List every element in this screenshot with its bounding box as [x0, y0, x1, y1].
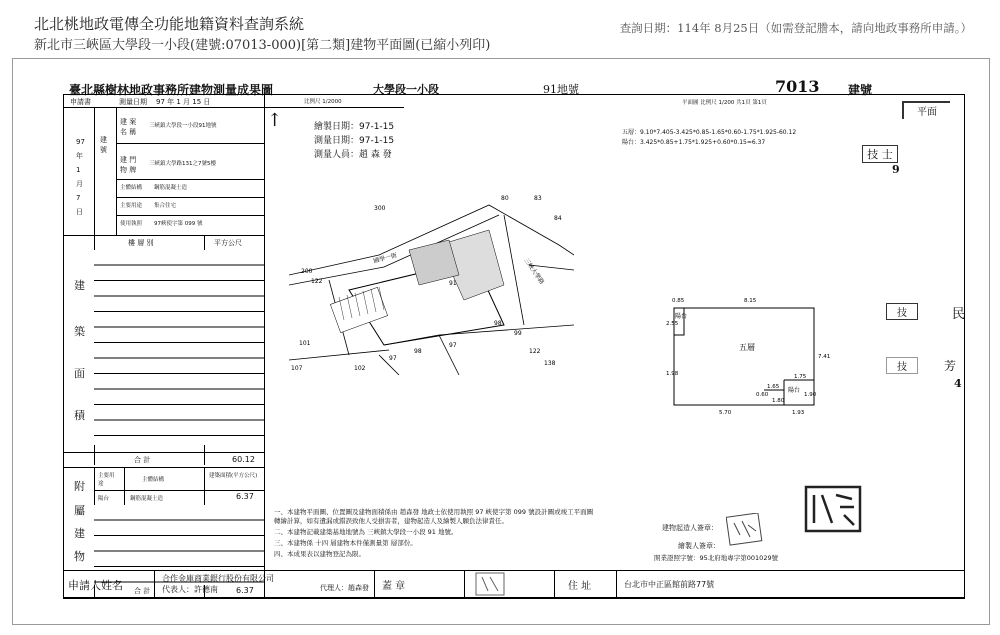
agent-seal-icon — [472, 571, 512, 597]
door-address: 三峽鎮大學路131之7號5樓 — [149, 161, 216, 167]
draw-date: 繪製日期：97-1-15 — [314, 122, 395, 132]
query-date: 查詢日期：114年 8月25日（如需登記謄本，請向地政事務所申請。） — [619, 21, 972, 35]
page-title: 北北桃地政電傳全功能地籍資料查詢系統 — [34, 15, 305, 33]
lot-98a: 98 — [414, 348, 422, 355]
note-4: 四、本成果表以建物登記為限。 — [274, 550, 365, 558]
section-name: 大學段一小段 — [373, 83, 439, 96]
lot-122b: 122 — [529, 348, 541, 355]
dim-1-98: 1.98 — [666, 371, 679, 377]
lane-name: 國學一街 — [372, 251, 398, 265]
door-label: 建 門 物 牌 — [120, 156, 137, 174]
area-total-label: 合 計 — [134, 456, 151, 464]
label-attach-1: 附 — [74, 480, 85, 493]
attach-struct-label: 主體結構 — [142, 477, 165, 483]
dim-5-70: 5.70 — [719, 410, 732, 416]
measure-date: 97 年 1 月 15 日 — [156, 98, 211, 106]
label-build-2: 築 — [74, 325, 85, 338]
year-column: 97 年 1 月 7 日 — [76, 138, 85, 216]
tech-number: 9 — [892, 163, 900, 176]
floor-plan — [664, 290, 834, 420]
note-1b: 轉繪計算，如有遺漏或錯誤致他人受損害者，建物起造人及繪製人願負法律責任。 — [274, 517, 508, 525]
lot-99: 99 — [514, 330, 522, 337]
page-subtitle: 新北市三峽區大學段一小段(建號:07013-000)[第二類]建物平面圖(已縮小列印) — [34, 38, 491, 53]
lot-97b: 97 — [449, 342, 457, 349]
plan-scale-header: 平面圖 比例尺 1/200 共1頁 第1頁 — [682, 100, 767, 106]
dim-8-15: 8.15 — [744, 298, 757, 304]
balcony-struct: 鋼筋混凝土造 — [130, 496, 164, 502]
lot-102: 102 — [354, 365, 366, 372]
lot-97a: 97 — [389, 355, 397, 362]
attach-total: 6.37 — [236, 586, 254, 595]
owner-sign-label: 建物起造人簽章： — [662, 524, 718, 532]
lot-83: 83 — [534, 195, 542, 202]
dim-0-60: 0.60 — [756, 392, 769, 398]
applicant-label: 申請人姓名 — [68, 579, 123, 592]
applicant-name: 合作金庫商業銀行股份有限公司 — [162, 574, 274, 583]
corner-stamp: 平面 — [902, 101, 950, 119]
lot-91: 91 — [449, 280, 457, 287]
lot-122a: 122 — [311, 278, 323, 285]
dim-1-75: 1.75 — [794, 374, 807, 380]
note-3: 三、本建物係 十四 層建物本件僅測量第 層部份。 — [274, 539, 417, 547]
lot-107: 107 — [291, 365, 303, 372]
location-map — [289, 185, 574, 375]
north-arrow-icon: ↑ — [267, 110, 283, 131]
drawer-sign-label: 繪製人簽章： — [678, 542, 720, 550]
right-mark-1: 民 — [952, 307, 966, 322]
measure-date-label: 測量日期 — [119, 98, 147, 106]
dim-7-41: 7.41 — [818, 354, 831, 360]
lot-300: 300 — [374, 205, 386, 212]
lot-101: 101 — [299, 340, 311, 347]
attach-total-label: 合 計 — [134, 587, 151, 595]
builder-name-label: 建 案 名 稱 — [120, 118, 137, 136]
official-seal-icon — [804, 485, 862, 533]
builder-name: 三峽鎮大學段一小段91地號 — [149, 123, 217, 129]
dim-1-93: 1.93 — [792, 410, 805, 416]
dim-1-80: 1.80 — [772, 398, 785, 404]
label-build: 建 — [74, 279, 85, 292]
area-formula-floor: 五層：9.10*7.405-3.425*0.85-1.65*0.60-1.75*1.925-60.12 — [622, 129, 797, 136]
lot-84: 84 — [554, 215, 562, 222]
label-build-4: 積 — [74, 409, 85, 422]
lot-number: 91地號 — [543, 83, 579, 96]
balcony-label-a: 陽台 — [675, 313, 688, 320]
address-value: 台北市中正區館前路77號 — [624, 580, 715, 589]
building-number: 7013 — [775, 77, 820, 96]
label-attach-3: 建 — [74, 527, 85, 540]
survey-date: 測量日期：97-1-15 — [314, 136, 395, 146]
agent-name: 代理人：趙森發 — [320, 584, 369, 592]
lot-98b: 98 — [494, 320, 502, 327]
use-label: 主要用途 — [120, 203, 143, 209]
permit-label: 使用執照 — [120, 221, 143, 227]
label-attach-2: 屬 — [74, 504, 85, 517]
note-2: 二、本建物記載建築基地地號為 三峽鎮大學段一小段 91 地號。 — [274, 528, 458, 536]
surveyor: 測量人員：趙 森 發 — [314, 150, 392, 160]
dim-1-65: 1.65 — [767, 384, 780, 390]
right-mark-3: 4 — [954, 377, 962, 390]
floor-header: 樓 層 別 — [128, 239, 154, 247]
tech-stamp-1: 技 士 — [862, 145, 898, 163]
area-header: 平方公尺 — [214, 239, 242, 247]
signature-seal-icon — [726, 513, 764, 547]
tech-stamp-2: 技 — [886, 303, 918, 320]
area-total: 60.12 — [232, 455, 255, 464]
applicant-representative: 代表人：許德南 — [162, 585, 218, 594]
permit-value: 97峽使字第 099 號 — [154, 221, 203, 227]
label-build-3: 面 — [74, 367, 85, 380]
build-label: 建 號 — [100, 136, 107, 154]
dim-0-85: 0.85 — [672, 298, 685, 304]
address-label: 住 址 — [568, 581, 592, 592]
area-formula-balcony: 陽台：3.425*0.85+1.75*1.925+0.60*0.15=6.37 — [622, 139, 766, 146]
lot-138: 138 — [544, 360, 556, 367]
survey-frame — [63, 94, 965, 599]
note-1: 一、本建物平面圖、位置圖及建物面積係由 趙森發 地政士依使用執照 97 峽使字第 099 號設計圖或竣工平面圖 — [274, 508, 594, 516]
apply-book-label: 申請書 — [70, 98, 91, 106]
floor-label: 五層 — [739, 343, 755, 352]
dim-2-55: 2.55 — [666, 321, 679, 327]
map-scale: 比例尺 1/2000 — [304, 99, 342, 105]
structure-label: 主體結構 — [120, 185, 143, 191]
attach-use-label: 主要用途 — [98, 473, 115, 487]
applicant-row — [63, 570, 965, 598]
tech-stamp-3: 技 — [886, 357, 918, 374]
right-mark-2: 芳 — [944, 359, 957, 373]
balcony-label: 陽台 — [98, 496, 110, 502]
structure-value: 鋼筋混凝土造 — [154, 185, 188, 191]
lot-80: 80 — [501, 195, 509, 202]
road-name: 三峽大學路 — [522, 257, 546, 286]
lot-200: 200 — [301, 268, 313, 275]
license-number: 開業證照字號：95北府地專字第001029號 — [654, 554, 779, 562]
balcony-label-b: 陽台 — [788, 387, 801, 394]
building-word: 建號 — [848, 83, 873, 97]
balcony-area: 6.37 — [236, 492, 254, 501]
office-title: 臺北縣樹林地政事務所建物測量成果圖 — [69, 83, 274, 97]
document-image — [12, 58, 990, 625]
label-attach-4: 物 — [74, 550, 85, 563]
left-panel — [64, 95, 265, 598]
seal-label: 蓋 章 — [382, 581, 406, 592]
attach-area-header: 建築面積(平方公尺) — [209, 473, 258, 479]
use-value: 集合住宅 — [154, 203, 177, 209]
dim-1-90: 1.90 — [804, 392, 817, 398]
